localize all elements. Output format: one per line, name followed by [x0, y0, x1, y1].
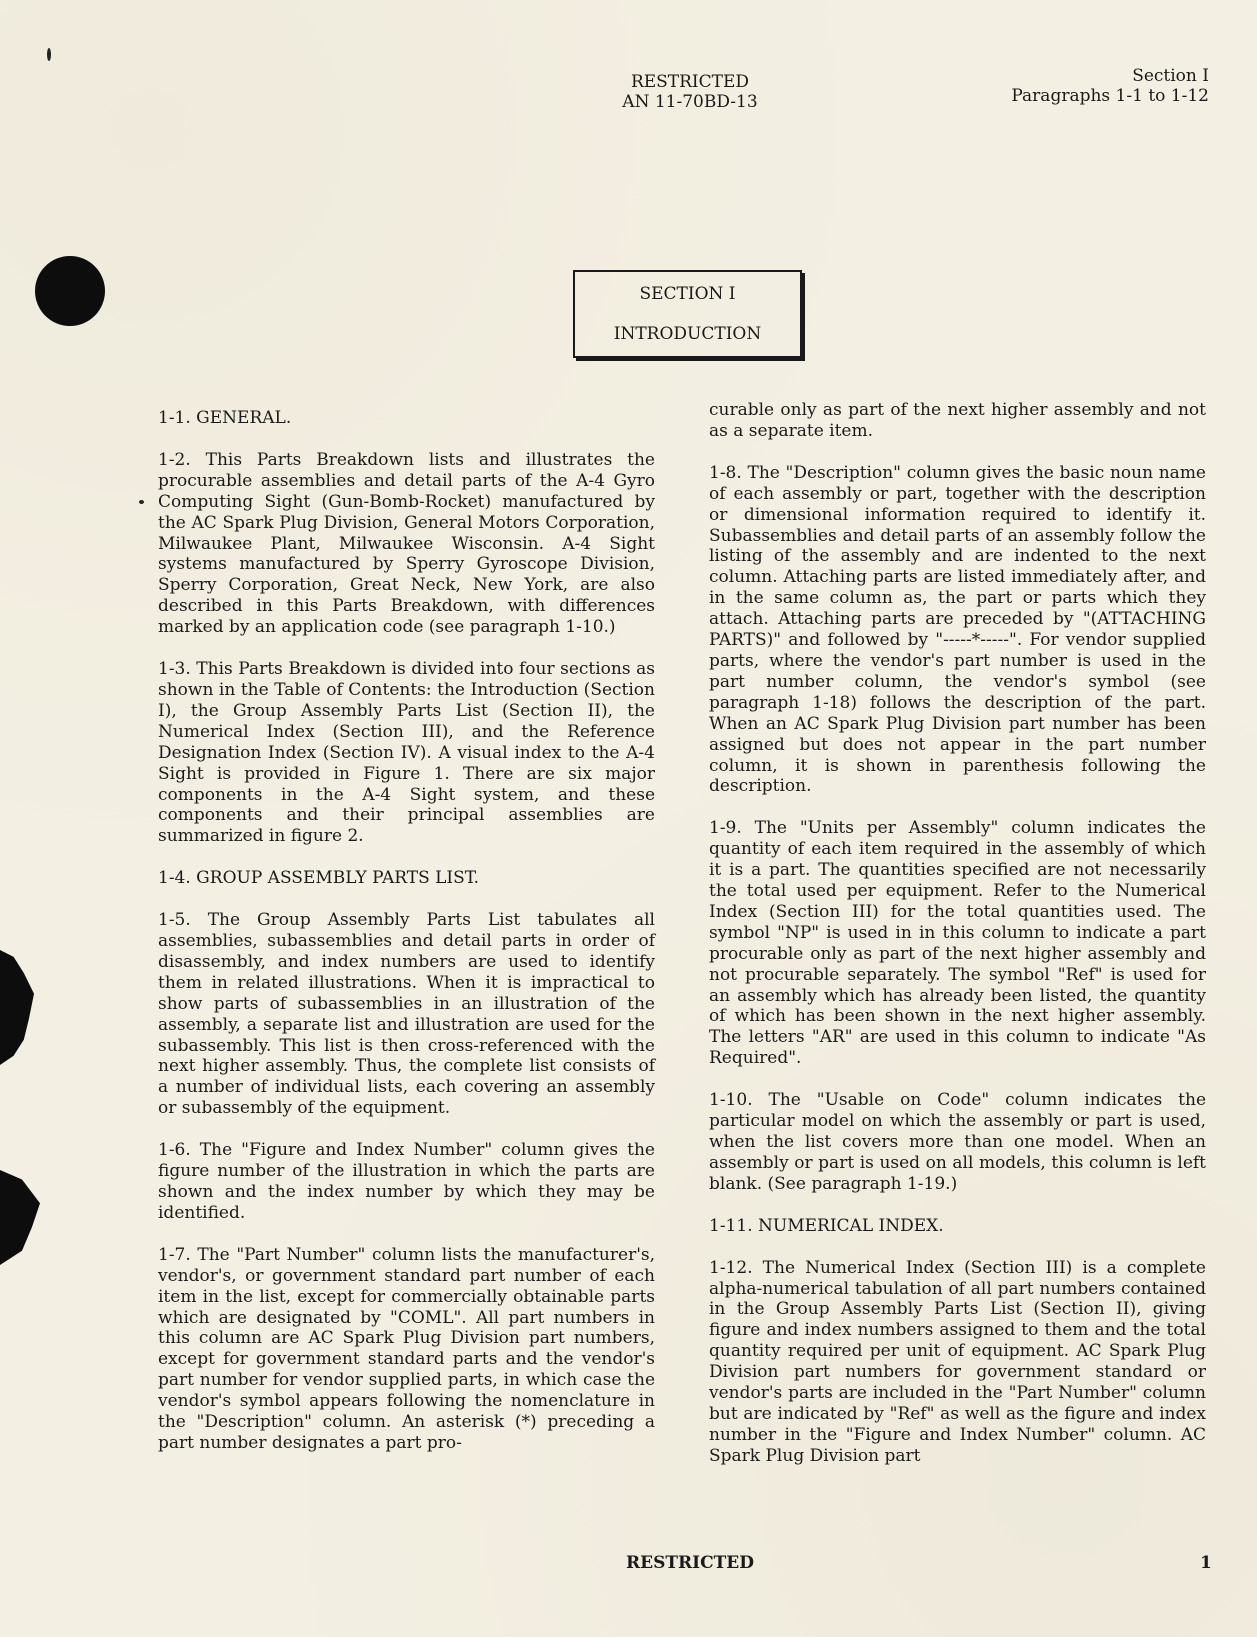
heading-general: 1-1. GENERAL.: [158, 408, 292, 428]
paragraph-1-7-continued: curable only as part of the next higher assembly and not as a separate item.: [709, 400, 1206, 441]
section-title: SECTION I: [639, 284, 736, 304]
paragraph-1-7: 1-7. The "Part Number" column lists the manufacturer's, vendor's, or government standard part number of each item in the list, except for commercially obtainable parts which are designated by "COML". All part numbers in this column are AC Spark Plug Division part numbers, except for government standard parts and the vendor's part number for vendor supplied parts, in which case the vendor's symbol appears following the nomenclature in the "Description" column. An asterisk (*) preceding a part number designates a part pro-: [158, 1244, 655, 1453]
right-column: [709, 400, 1206, 1488]
heading-numerical-index: 1-11. NUMERICAL INDEX.: [709, 1215, 944, 1236]
page-damage: [0, 950, 34, 1065]
heading-group-assembly-parts-list: 1-4. GROUP ASSEMBLY PARTS LIST.: [158, 868, 480, 889]
page-damage: [0, 1170, 40, 1265]
document-number: AN 11-70BD-13: [622, 92, 758, 112]
footer-classification: RESTRICTED: [626, 1553, 754, 1573]
classification-label: RESTRICTED: [630, 72, 750, 92]
paragraph-1-9: 1-9. The "Units per Assembly" column indicates the quantity of each item required in the assembly of which it is a part. The quantities specified are not necessarily the total used per equipment. Refer to the Numerical Index (Section III) for the total quantities used. The symbol "NP" is used in in this column to indicate a part procurable only as part of the next higher assembly and not procurable separately. The symbol "Ref" is used for an assembly which has already been listed, the quantity of which has been shown in the next higher assembly. The letters "AR" are used in this column to indicate "As Required".: [709, 818, 1206, 1069]
paragraph-range: Paragraphs 1-1 to 1-12: [1011, 86, 1209, 106]
paragraph-1-12: 1-12. The Numerical Index (Section III) is a complete alpha-numerical tabulation of all part numbers contained in the Group Assembly Parts List (Section II), giving figure and index numbers assigned to them and the total quantity required per unit of equipment. AC Spark Plug Division part numbers for government standard or vendor's parts are included in the "Part Number" column but are indicated by "Ref" as well as the figure and index number in the "Figure and Index Number" column. AC Spark Plug Division part: [709, 1257, 1206, 1466]
ink-speck: [47, 48, 51, 61]
page-number: 1: [1200, 1553, 1212, 1573]
ink-speck: [139, 500, 144, 504]
paragraph-1-3: 1-3. This Parts Breakdown is divided into four sections as shown in the Table of Contents: the Introduction (Section I), the Group Assembly Parts List (Section II), the Numerical Index (Section III), and the Reference Designation Index (Section IV). A visual index to the A-4 Sight is provided in Figure 1. There are six major components in the A-4 Sight system, and these components and their principal assemblies are summarized in figure 2.: [158, 659, 655, 847]
left-column: [158, 408, 655, 1475]
document-header: [590, 72, 790, 112]
binder-hole: [35, 256, 105, 326]
paragraph-1-5: 1-5. The Group Assembly Parts List tabulates all assemblies, subassemblies and detail parts in order of disassembly, and index numbers are used to identify them in related illustrations. When it is impractical to show parts of subassemblies in an illustration of the assembly, a separate list and illustration are used for the subassembly. This list is then cross-referenced with the next higher assembly. Thus, the complete list consists of a number of individual lists, each covering an assembly or subassembly of the equipment.: [158, 910, 655, 1119]
section-subtitle: INTRODUCTION: [613, 324, 762, 344]
paragraph-1-10: 1-10. The "Usable on Code" column indicates the particular model on which the assembly or part is used, when the list covers more than one model. When an assembly or part is used on all models, this column is left blank. (See paragraph 1-19.): [709, 1090, 1206, 1194]
section-label: Section I: [1132, 66, 1209, 86]
section-reference: [1011, 66, 1209, 106]
paragraph-1-6: 1-6. The "Figure and Index Number" column gives the figure number of the illustration in which the parts are shown and the index number by which they may be identified.: [158, 1140, 655, 1223]
paragraph-1-8: 1-8. The "Description" column gives the basic noun name of each assembly or part, together with the description or dimensional information required to identify it. Subassemblies and detail parts of an assembly follow the listing of the assembly and are indented to the next column. Attaching parts are listed immediately after, and in the same column as, the part or parts which they attach. Attaching parts are preceded by "(ATTACHING PARTS)" and followed by "-----*-----". For vendor supplied parts, where the vendor's part number is used in the part number column, the vendor's symbol (see paragraph 1-18) follows the description of the part. When an AC Spark Plug Division part number has been assigned but does not appear in the part number column, it is shown in parenthesis following the description.: [709, 462, 1206, 797]
section-title-box: [573, 270, 802, 358]
paragraph-1-2: 1-2. This Parts Breakdown lists and illustrates the procurable assemblies and detail parts of the A-4 Gyro Computing Sight (Gun-Bomb-Rocket) manufactured by the AC Spark Plug Division, General Motors Corporation, Milwaukee Plant, Milwaukee Wisconsin. A-4 Sight systems manufactured by Sperry Gyroscope Division, Sperry Corporation, Great Neck, New York, are also described in this Parts Breakdown, with differences marked by an application code (see paragraph 1-10.): [158, 449, 655, 638]
